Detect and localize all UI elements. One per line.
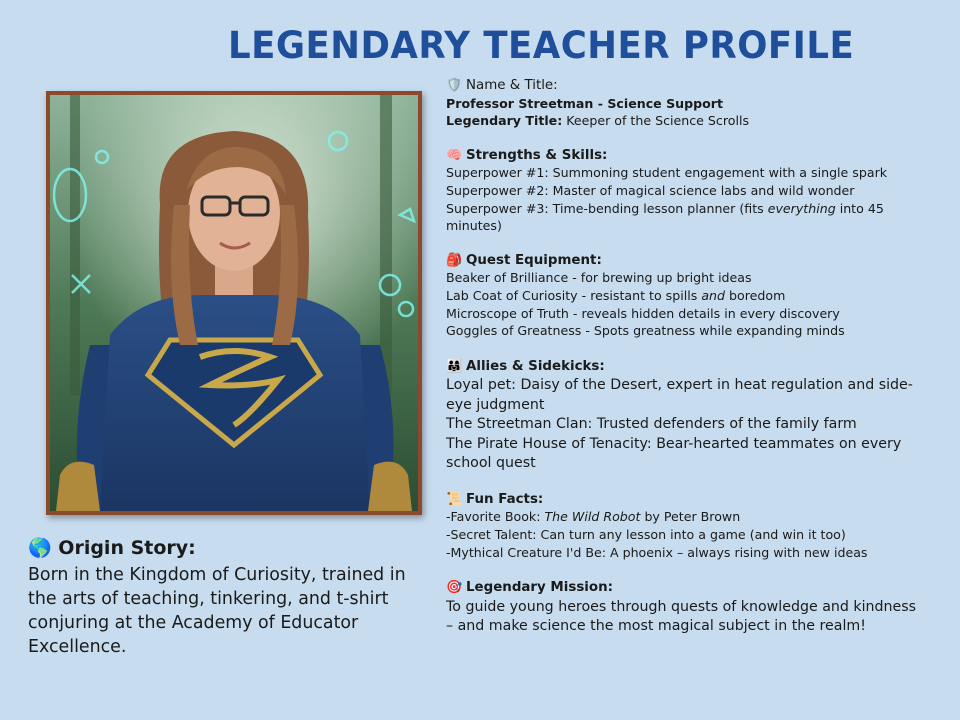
equipment-heading-text: Quest Equipment: [466,252,602,268]
equipment-item [446,287,921,305]
teacher-portrait-illustration [50,95,418,511]
profile-photo [46,91,422,515]
name-title-heading-text: Name & Title: [466,78,558,93]
ally-item: The Pirate House of Tenacity: Bear-hearted teammates on every school quest [446,435,902,472]
superpower-2: Superpower #2: Master of magical science labs and wild wonder [446,182,855,198]
fun-fact-1-book: The Wild Robot [544,509,641,525]
strengths-heading [446,147,921,165]
equipment-item: Microscope of Truth - reveals hidden details in every discovery [446,305,840,321]
fun-fact: -Mythical Creature I'd Be: A phoenix – always rising with new ideas [446,544,868,560]
origin-heading-text: Origin Story: [58,537,196,559]
target-icon: 🎯 [446,580,463,596]
globe-icon: 🌎 [28,537,52,559]
backpack-icon: 🎒 [446,252,463,268]
equipment-item-2-emphasis: and [701,287,726,303]
ally-item: The Streetman Clan: Trusted defenders of the family farm [446,416,857,433]
legendary-title-line [446,112,921,130]
teacher-name: Professor Streetman - Science Support [446,95,724,111]
shield-icon: 🛡️ [446,78,463,93]
superpower-1: Superpower #1: Summoning student engagement with a single spark [446,165,888,181]
name-title-heading [446,77,921,95]
fun-fact: -Secret Talent: Can turn any lesson into a game (and win it too) [446,526,846,542]
superpower-3 [446,200,921,235]
superpower-3-post: into 45 minutes) [446,200,884,234]
legendary-title-label: Legendary Title: [446,113,563,129]
mission-heading [446,578,921,598]
equipment-item: Beaker of Brilliance - for brewing up bright ideas [446,270,752,286]
name-title-section [446,77,921,130]
origin-story [28,536,438,659]
fun-facts-heading [446,491,921,509]
fun-fact [446,508,921,526]
equipment-section [446,252,921,340]
equipment-heading [446,252,921,270]
mission-section [446,578,921,637]
strengths-heading-text: Strengths & Skills: [466,147,608,163]
fun-fact-1-pre: -Favorite Book: [446,509,545,525]
equipment-item-2-post: boredom [725,287,786,303]
allies-heading-text: Allies & Sidekicks: [466,358,605,374]
legendary-title-value: Keeper of the Science Scrolls [562,113,750,129]
scroll-icon: 📜 [446,491,463,507]
mission-heading-text: Legendary Mission: [466,580,613,596]
profile-details [446,77,921,654]
allies-heading [446,357,921,377]
ally-item: Loyal pet: Daisy of the Desert, expert in heat regulation and side-eye judgment [446,377,913,413]
equipment-item-2-pre: Lab Coat of Curiosity - resistant to spills [446,287,702,303]
origin-heading [28,536,438,559]
origin-text: Born in the Kingdom of Curiosity, trained in the arts of teaching, tinkering, and t-shirt conjuring at the Academy of Educator Excellence. [28,565,406,657]
allies-section [446,357,921,474]
fun-fact-1-post: by Peter Brown [640,509,741,525]
page-title: LEGENDARY TEACHER PROFILE [228,24,855,67]
fun-facts-section [446,491,921,561]
strengths-section [446,147,921,235]
brain-icon: 🧠 [446,147,463,163]
fun-facts-heading-text: Fun Facts: [466,491,544,507]
superpower-3-pre: Superpower #3: Time-bending lesson planner (fits [446,200,768,216]
superpower-3-emphasis: everything [767,200,836,216]
equipment-item: Goggles of Greatness - Spots greatness while expanding minds [446,323,845,339]
mission-text: To guide young heroes through quests of knowledge and kindness – and make science the most magical subject in the realm! [446,598,917,635]
family-icon: 👨‍👩‍👧 [446,358,463,374]
